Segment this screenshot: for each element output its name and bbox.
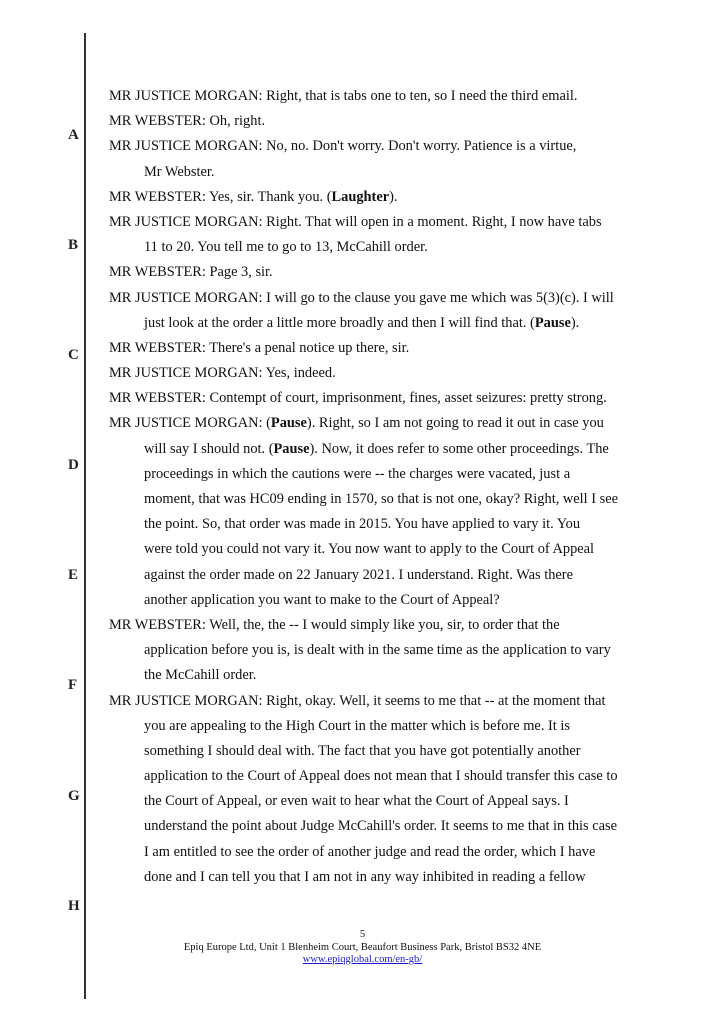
- line-text: application to the Court of Appeal does not mean that I should transfer this case to: [144, 768, 618, 785]
- stage-direction: Pause: [534, 314, 571, 331]
- transcript-line: [109, 512, 654, 537]
- stage-direction: Laughter: [331, 188, 390, 205]
- margin-letter-h: H: [68, 898, 80, 914]
- line-text: Mr Webster.: [144, 163, 215, 180]
- transcript-line: [109, 537, 654, 562]
- margin-letter-d: D: [68, 457, 79, 473]
- line-text: another application you want to make to the Court of Appeal?: [144, 591, 500, 608]
- line-text: the Court of Appeal, or even wait to hear what the Court of Appeal says. I: [144, 793, 569, 810]
- transcript-line: [109, 260, 654, 285]
- transcript-line: [109, 563, 654, 588]
- line-text: MR WEBSTER: Oh, right.: [109, 113, 266, 130]
- line-text: proceedings in which the cautions were -- the charges were vacated, just a: [144, 465, 571, 482]
- transcript-line: [109, 109, 654, 134]
- transcript-line: [109, 638, 654, 663]
- transcript-line: [109, 134, 654, 159]
- line-text: ).: [389, 188, 398, 205]
- transcript-line: [109, 84, 654, 109]
- margin-letter-b: B: [68, 237, 79, 253]
- line-text: just look at the order a little more broadly and then I will find that. (: [144, 314, 535, 331]
- line-text: moment, that was HC09 ending in 1570, so that is not one, okay? Right, well I see: [144, 491, 619, 507]
- company-address: Epiq Europe Ltd, Unit 1 Blenheim Court, Beaufort Business Park, Bristol BS32 4NE: [183, 941, 542, 953]
- margin-letter-g: G: [68, 788, 80, 804]
- line-text: the point. So, that order was made in 2015. You have applied to vary it. You: [144, 516, 581, 533]
- stage-direction: Pause: [273, 440, 310, 457]
- transcript-line: [109, 714, 654, 739]
- transcript-line: [109, 689, 654, 714]
- line-text: I am entitled to see the order of another judge and read the order, which I have: [144, 843, 596, 860]
- transcript-line: [109, 286, 654, 311]
- line-text: ). Now, it does refer to some other proceedings. The: [309, 440, 609, 457]
- margin-letter-c: C: [68, 347, 79, 363]
- transcript-line: [109, 613, 654, 638]
- transcript-line: [109, 361, 654, 386]
- line-text: understand the point about Judge McCahill's order. It seems to me that in this case: [144, 818, 617, 835]
- line-text: MR JUSTICE MORGAN: Right, that is tabs one to ten, so I need the third email.: [109, 88, 578, 104]
- transcript-line: [109, 311, 654, 336]
- website-link[interactable]: www.epiqglobal.com/en-gb/: [302, 954, 423, 965]
- line-text: something I should deal with. The fact that you have got potentially another: [144, 742, 581, 759]
- line-text: application before you is, is dealt with in the same time as the application to vary: [144, 642, 611, 659]
- transcript-line: [109, 386, 654, 411]
- line-text: MR JUSTICE MORGAN: Yes, indeed.: [109, 365, 336, 382]
- margin-letter-a: A: [68, 127, 79, 143]
- transcript-line: [109, 411, 654, 436]
- line-text: were told you could not vary it. You now want to apply to the Court of Appeal: [144, 541, 595, 558]
- stage-direction: Pause: [270, 415, 307, 432]
- line-text: MR JUSTICE MORGAN: Right. That will open in a moment. Right, I now have tabs: [109, 213, 602, 230]
- line-text: will say I should not. (: [144, 440, 274, 457]
- transcript-line: [109, 487, 654, 512]
- margin-rule: [84, 33, 86, 999]
- line-text: against the order made on 22 January 2021. I understand. Right. Was there: [144, 566, 573, 583]
- margin-letter-f: F: [68, 677, 78, 693]
- transcript-line: [109, 865, 654, 890]
- line-text: ). Right, so I am not going to read it out in case you: [306, 415, 604, 432]
- transcript-line: [109, 739, 654, 764]
- line-text: 11 to 20. You tell me to go to 13, McCahill order.: [144, 239, 428, 256]
- transcript-line: [109, 185, 654, 210]
- line-text: you are appealing to the High Court in the matter which is before me. It is: [144, 717, 571, 734]
- line-text: MR JUSTICE MORGAN: Right, okay. Well, it seems to me that -- at the moment that: [109, 692, 606, 709]
- line-text: MR WEBSTER: Contempt of court, imprisonment, fines, asset seizures: pretty strong.: [109, 390, 607, 407]
- transcript-line: [109, 235, 654, 260]
- transcript-line: [109, 764, 654, 789]
- line-text: MR WEBSTER: Page 3, sir.: [109, 264, 273, 281]
- page-number: 5: [359, 929, 366, 940]
- transcript-line: [109, 588, 654, 613]
- transcript-line: [109, 462, 654, 487]
- line-text: MR WEBSTER: Well, the, the -- I would simply like you, sir, to order that the: [109, 616, 560, 633]
- line-text: MR WEBSTER: Yes, sir. Thank you. (: [109, 188, 332, 205]
- transcript-line: [109, 210, 654, 235]
- line-text: the McCahill order.: [144, 667, 257, 684]
- transcript-line: [109, 336, 654, 361]
- line-text: MR JUSTICE MORGAN: I will go to the clause you gave me which was 5(3)(c). I will: [109, 289, 614, 306]
- transcript-line: [109, 160, 654, 185]
- transcript-line: [109, 789, 654, 814]
- margin-letter-e: E: [68, 567, 79, 583]
- line-text: ).: [570, 314, 580, 331]
- transcript-line: [109, 663, 654, 688]
- line-text: MR WEBSTER: There's a penal notice up there, sir.: [109, 339, 410, 356]
- transcript-body: [109, 84, 654, 890]
- transcript-line: [109, 437, 654, 462]
- line-text: MR JUSTICE MORGAN: (: [109, 415, 271, 432]
- page-footer: [0, 929, 725, 967]
- line-text: MR JUSTICE MORGAN: No, no. Don't worry. Don't worry. Patience is a virtue,: [109, 138, 577, 155]
- transcript-line: [109, 814, 654, 839]
- line-text: done and I can tell you that I am not in any way inhibited in reading a fellow: [144, 868, 586, 885]
- transcript-line: [109, 840, 654, 865]
